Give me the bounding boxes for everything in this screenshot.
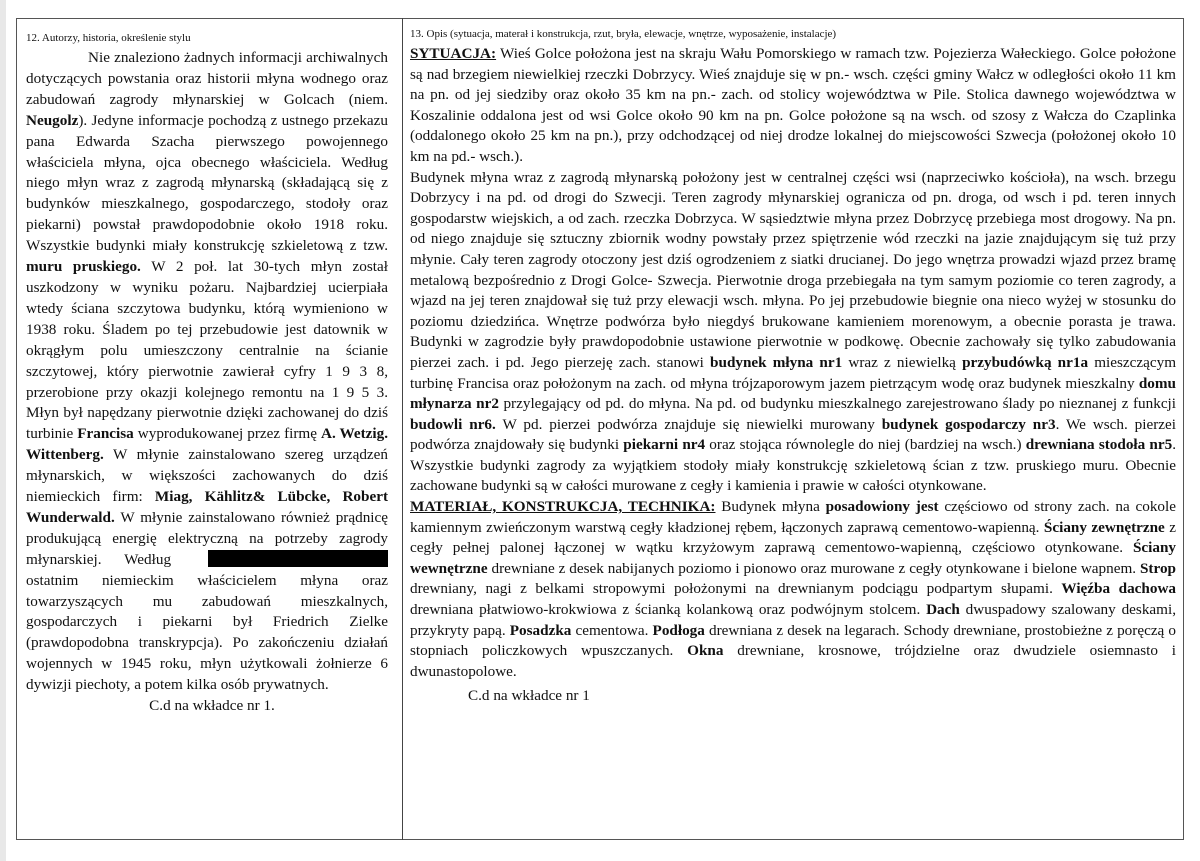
bold-term: Dach — [926, 601, 960, 619]
history-text — [26, 48, 388, 696]
situation-paragraph: SYTUACJA: Wieś Golce położona jest na skraju Wału Pomorskiego w ramach tzw. Pojezierza Wałeckiego. Golce położone są nad brzegiem niewielkiej rzeczki Dobrzycy. Wieś znajduje się w pn.- wsch. części gminy Wałcz w odległości około 11 km na pn. od jej siedziby oraz około 35 km na pn.- zach. od stolicy województwa w Pile. Stolica dawnego województwa w Koszalinie oddalona jest od wsi Golce około 90 km na pn. Golce położone są na wsch. od szosy z Wałcza do Czaplinka (oddalonego około 25 km na pn.), przy odchodzącej od niej drodze lokalnej do miejscowości Szwecja (położonej około 10 km na pd.- wsch.). — [410, 45, 1176, 165]
bold-term: drewniana stodoła nr5 — [1025, 436, 1173, 454]
history-paragraph: Nie znaleziono żadnych informacji archiwalnych dotyczących powstania oraz historii młyna wodnego oraz zabudowań zagrody młynarskiej w Golcach (niem. Neugolz). Jedyne informacje pochodzą z ustnego przekazu pana Edwarda Szacha pierwszego powojennego właściciela młyna, ojca obecnego właściciela. Według niego młyn wraz z zagrodą młynarską (składającą się z budynków mieszkalnego, gospodarczego, stodoły oraz piekarni) powstał prawdopodobnie około 1918 roku. Wszystkie budynki miały konstrukcję szkieletową z tzw. muru pruskiego. W 2 poł. lat 30-tych młyn został uszkodzony w wyniku pożaru. Najbardziej ucierpiała wtedy ściana szczytowa budynku, którą wymieniono w 1938 roku. Śladem po tej przebudowie jest datownik w okrągłym polu umieszczony centralnie na ścianie szczytowej, który pierwotnie zawierał cyfry 1 9 3 8, przerobione przy okazji kolejnego remontu na 1 9 5 3. Młyn był napędzany pierwotnie dzięki zachowanej do dziś turbinie Francisa wyprodukowanej przez firmę A. Wetzig. Wittenberg. W młynie zainstalowano szereg urządzeń młynarskich, w większości zachowanych do dziś niemieckich firm: Miag, Kählitz& Lübcke, Robert Wunderwald. W młynie zainstalowano również prądnicę produkującą energię elektryczną na potrzeby zagrody młynarskiej. Według ostatnim niemieckim właścicielem młyna oraz towarzyszących mu zabudowań mieszkalnych, gospodarczych i piekarni był Friedrich Zielke (prawdopodobna transkrypcja). Po zakończeniu działań wojennych w 1945 roku, młyn użytkowali żołnierze 6 dywizji piechoty, a potem kilka osób prywatnych. — [26, 49, 388, 694]
page-edge — [0, 0, 6, 861]
bold-term: budynek gospodarczy nr3 — [881, 415, 1056, 433]
bold-term: Strop — [1139, 559, 1176, 577]
bold-term: Ściany wewnętrzne — [410, 539, 1176, 577]
bold-term: muru pruskiego. — [26, 258, 141, 276]
bold-term: Neugolz — [26, 111, 79, 129]
left-footer-note: C.d na wkładce nr 1. — [149, 697, 275, 715]
bold-term: posadowiony jest — [825, 498, 939, 516]
bold-term: Ściany zewnętrzne — [1043, 518, 1165, 536]
bold-term: piekarni nr4 — [623, 436, 706, 454]
bold-term: Okna — [687, 642, 724, 660]
description-text — [410, 44, 1176, 682]
redaction-bar — [208, 550, 388, 567]
bold-term: Posadzka — [509, 621, 572, 639]
right-footer-note: C.d na wkładce nr 1 — [468, 687, 590, 705]
bold-term: budynek młyna nr1 — [710, 353, 843, 371]
material-paragraph: MATERIAŁ, KONSTRUKCJA, TECHNIKA: Budynek młyna posadowiony jest częściowo od strony zach. na cokole kamiennym zwieńczonym warstwą cegły kładzionej rębem, łączonych zaprawą cementowo-wapienną. Ściany zewnętrzne z cegły pełnej palonej łączonej w wątku krzyżowym zaprawą cementowo-wapienną, częściowo otynkowane. Ściany wewnętrzne drewniane z desek nabijanych poziomo i pionowo oraz murowane z cegły otynkowane i bielone wapnem. Strop drewniany, nagi z belkami stropowymi położonymi na drewnianym podciągu podpartym słupami. Więźba dachowa drewniana płatwiowo-krokwiowa z ścianką kolankową oraz podwójnym stolcem. Dach dwuspadowy szalowany deskami, przykryty papą. Posadzka cementowa. Podłoga drewniana z desek na legarach. Schody drewniane, prostobieżne z poręczą o stopniach policzkowych wpuszczanych. Okna drewniane, krosnowe, trójdzielne oraz dwudziele osiemnasto i dwunastopolowe. — [410, 498, 1177, 680]
frame-border-left — [16, 18, 17, 840]
right-column-header: 13. Opis (sytuacja, materał i konstrukcja, rzut, bryła, elewacje, wnętrze, wyposażenie, instalacje) — [410, 28, 837, 40]
bold-term: Miag, Kählitz& Lübcke, Robert Wunderwald. — [26, 488, 388, 526]
bold-term: Więźba dachowa — [1061, 580, 1177, 598]
frame-border-right — [1183, 18, 1184, 840]
bold-term: domu młynarza nr2 — [410, 374, 1176, 413]
frame-border-bottom — [16, 839, 1184, 840]
left-column-header: 12. Autorzy, historia, określenie stylu — [26, 32, 191, 44]
section-heading-situation: SYTUACJA: — [410, 45, 497, 62]
layout-paragraph: Budynek młyna wraz z zagrodą młynarską położony jest w centralnej części wsi (naprzeciwko kościoła), na wsch. brzegu Dobrzycy i na pd. od drogi do Szwecji. Teren zagrody młynarskiej ogranicza od pn. droga, od wsch i pd. teren innych gospodarstw wiejskich, a od zach. rzeczka Dobrzyca. W sąsiedztwie młyna przez Dobrzycę przebiega most drogowy. Na pn. od niego znajduje się sztuczny zbiornik wodny powstały przez spiętrzenie wód rzeczki na jazie znajdującym się tuż przy młynie. Cały teren zagrody otoczony jest dziś ogrodzeniem z siatki drucianej. Do jego wnętrza prowadzi wjazd przez bramę metalową bezpośrednio z Drogi Golce- Szwecja. Pierwotnie droga przebiegała na tym samym poziomie co teren zagrody, a wjazd na jej teren znajdował się tuż przy elewacji wsch. młyna. Po jej przebudowie biegnie ona nieco wyżej w stosunku do poziomu dziedzińca. Wnętrze podwórza było niegdyś brukowane kamieniem morenowym, a obecnie porasta je trawa. Budynki w zagrodzie były prawdopodobnie ustawione pierwotnie w podkowę. Obecnie zachowały się tylko zabudowania pierzei zach. i pd. Jego pierzeję zach. stanowi budynek młyna nr1 wraz z niewielką przybudówką nr1a mieszczącym turbinę Francisa oraz położonym na zach. od młyna trójzaporowym jazem pietrzącym wodę oraz budynek mieszkalny domu młynarza nr2 przylegający od pd. do młyna. Na pd. od budynku mieszkalnego zarejestrowano ślady po nieznanej z funkcji budowli nr6. W pd. pierzei podwórza znajduje się niewielki murowany budynek gospodarczy nr3. We wsch. pierzei podwórza znajdowały się budynki piekarni nr4 oraz stojąca równolegle do niej (bardziej na wsch.) drewniana stodoła nr5. Wszystkie budynki zagrody za wyjątkiem stodoły miały konstrukcję szkieletową ścian z tzw. pruskiego muru. Obecnie zachowane budynki są w całości murowane z cegły i kamienia i prawie w całości otynkowane. — [410, 168, 1177, 495]
right-column — [410, 18, 1176, 706]
left-column — [26, 30, 392, 716]
bold-term: Podłoga — [652, 621, 705, 639]
bold-term: przybudówką nr1a — [962, 353, 1089, 371]
bold-term: budowli nr6. — [410, 415, 496, 433]
bold-term: Francisa — [77, 425, 134, 443]
column-divider — [402, 18, 403, 840]
section-heading-material: MATERIAŁ, KONSTRUKCJA, TECHNIKA: — [410, 498, 716, 516]
bold-term: A. Wetzig. Wittenberg. — [26, 425, 388, 464]
